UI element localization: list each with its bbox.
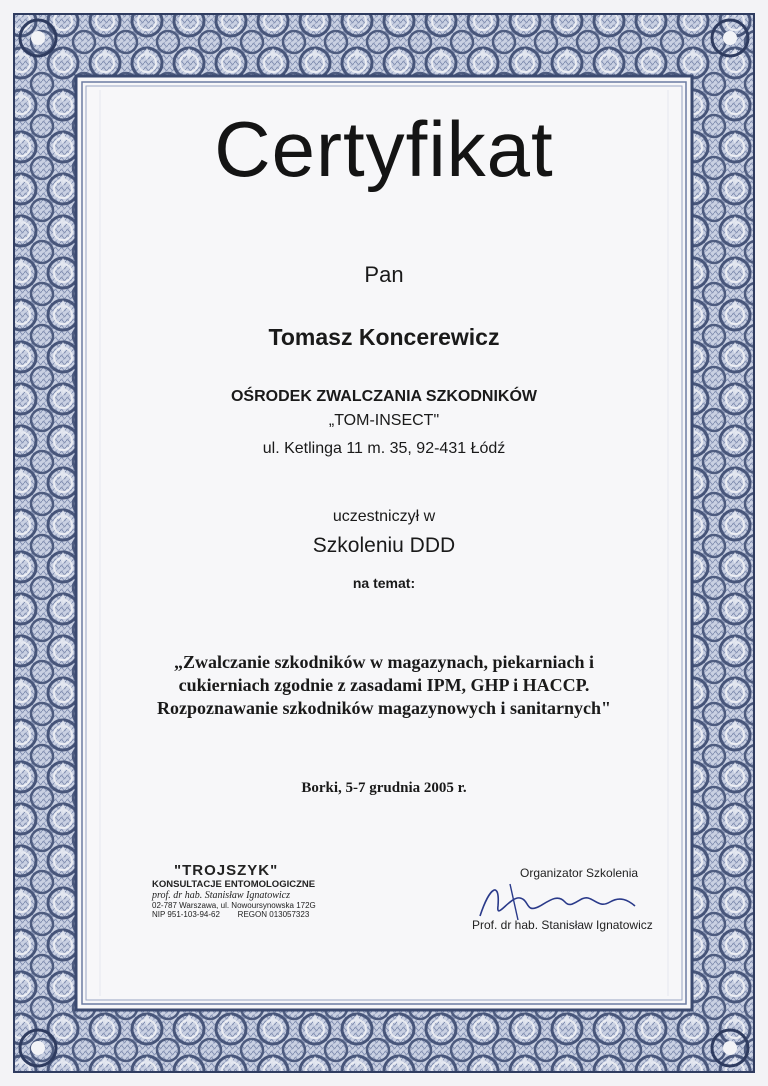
topic-line: „Zwalczanie szkodników w magazynach, piekarniach i [173,652,595,672]
topic-line: cukierniach zgodnie z zasadami IPM, GHP i HACCP. [178,675,590,695]
topic-label: na temat: [352,575,416,591]
organization-address: ul. Ketlinga 11 m. 35, 92-431 Łódź [262,440,506,457]
stamp-line: 02-787 Warszawa, ul. Nowoursynowska 172G [152,901,316,910]
training-name: Szkoleniu DDD [312,534,456,557]
organization-name: OŚRODEK ZWALCZANIA SZKODNIKÓW [230,388,538,405]
stamp-line: NIP 951-103-94-62 REGON 013057323 [152,910,310,919]
participated-text: uczestniczył w [332,508,436,525]
organization-brand: „TOM-INSECT" [328,412,440,429]
topic-line: Rozpoznawanie szkodników magazynowych i sanitarnych" [156,698,612,718]
organizer-stamp [152,862,337,919]
stamp-name: "TROJSZYK" [174,862,279,879]
stamp-line: prof. dr hab. Stanisław Ignatowicz [152,890,290,901]
signature-role: Organizator Szkolenia [520,866,639,880]
recipient-name: Tomasz Koncerewicz [268,324,500,350]
signer-name: Prof. dr hab. Stanisław Ignatowicz [472,918,653,932]
place-date: Borki, 5-7 grudnia 2005 r. [301,780,467,796]
stamp-line: KONSULTACJE ENTOMOLOGICZNE [152,879,316,890]
training-topic [0,651,768,720]
certificate-title: Certyfikat [214,105,554,193]
salutation: Pan [364,262,404,287]
